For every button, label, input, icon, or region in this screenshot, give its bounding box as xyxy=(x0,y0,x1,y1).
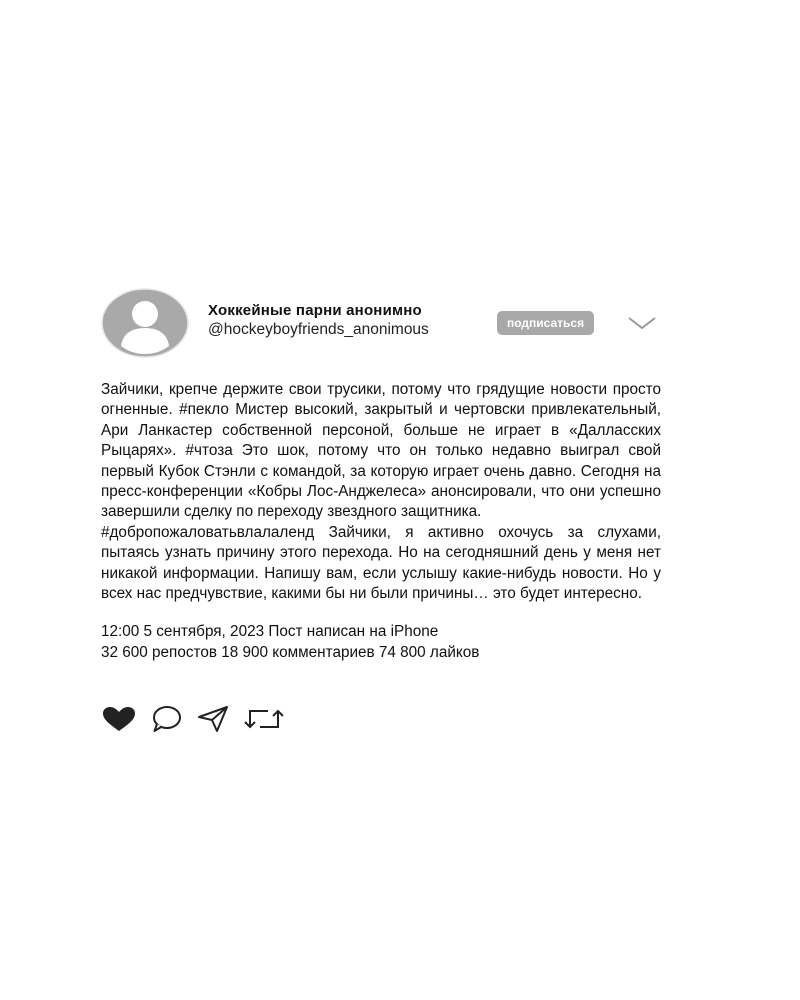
author-name[interactable]: Хоккейные парни анонимно xyxy=(208,302,422,319)
subscribe-button[interactable]: подписаться xyxy=(497,311,594,335)
author-block xyxy=(208,302,429,339)
post-menu-button[interactable] xyxy=(627,315,657,331)
heart-icon xyxy=(101,705,137,733)
post-body xyxy=(101,380,661,604)
post-header xyxy=(101,286,661,358)
comment-button[interactable] xyxy=(151,705,183,733)
user-silhouette-icon xyxy=(101,288,189,358)
post-paragraph: #добропожаловатьвлалаленд Зайчики, я активно охочусь за слухами, пытаясь узнать причину этого перехода. Но на сегодняшний день у меня нет никакой информации. Напишу вам, если услышу какие-нибудь новости. Но у всех нас предчувствие, какими бы ни были причины… это будет интересно. xyxy=(101,523,661,603)
like-button[interactable] xyxy=(101,705,137,733)
share-button[interactable] xyxy=(197,705,229,733)
post-stats: 32 600 репостов 18 900 комментариев 74 800 лайков xyxy=(101,643,480,661)
post-card xyxy=(101,286,661,739)
post-paragraph: Зайчики, крепче держите свои трусики, потому что грядущие новости просто огненные. #пекло Мистер высокий, закрытый и чертовски привлекательный, Ари Ланкастер собственной персоной, больше не играет в «Далласских Рыцарях». #чтоза Это шок, потому что он только недавно выиграл свой первый Кубок Стэнли с командой, за которую играет очень давно. Сегодня на пресс-конференции «Кобры Лос-Анджелеса» анонсировали, что они успешно завершили сделку по переходу звездного защитника. xyxy=(101,381,661,521)
post-meta xyxy=(101,622,661,663)
avatar[interactable] xyxy=(101,288,189,358)
repost-button[interactable] xyxy=(242,705,286,733)
action-bar xyxy=(101,705,661,739)
chevron-down-icon xyxy=(627,315,657,331)
author-handle[interactable]: @hockeyboyfriends_anonimous xyxy=(208,321,429,338)
send-plane-icon xyxy=(197,705,229,733)
post-timestamp: 12:00 5 сентября, 2023 Пост написан на iPhone xyxy=(101,623,439,641)
repost-icon xyxy=(242,705,286,733)
comment-bubble-icon xyxy=(151,705,183,733)
